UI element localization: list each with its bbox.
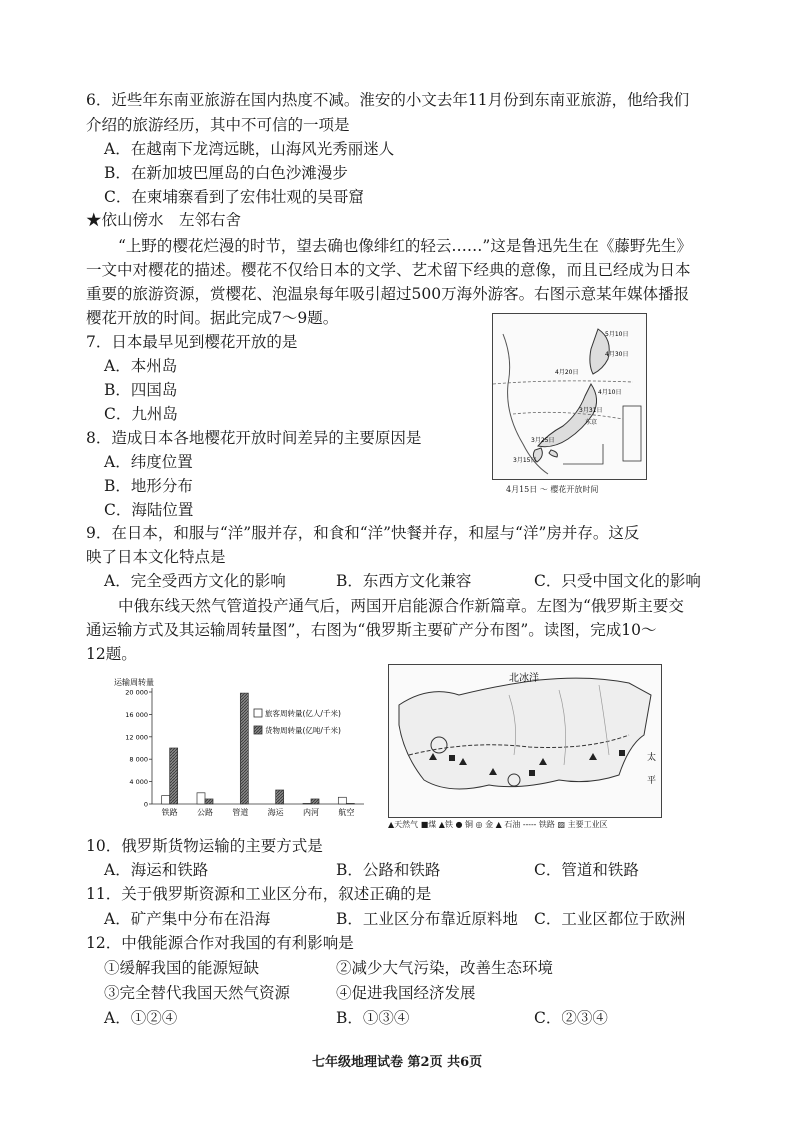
x-tick-label: 航空 — [338, 808, 355, 817]
q12-option-a: A．①②④ — [104, 1009, 178, 1027]
bar-passenger — [303, 803, 311, 804]
section-title: ★依山傍水 左邻右舍 — [86, 211, 242, 229]
q7-option-a: A．本州岛 — [104, 357, 178, 375]
q7-option-c: C．九州岛 — [104, 405, 178, 423]
q8-option-c: C．海陆位置 — [104, 501, 194, 519]
y-tick-label: 20 000 — [125, 688, 148, 697]
q6-option-c: C．在柬埔寨看到了宏伟壮观的吴哥窟 — [104, 188, 364, 206]
isoline-1 — [493, 381, 633, 384]
q11-option-b: B．工业区分布靠近原料地 — [336, 910, 518, 928]
label-may10: 5月10日 — [605, 331, 629, 338]
japan-map-drawing — [493, 314, 646, 479]
intro-line2: 通运输方式及其运输周转量图”，右图为“俄罗斯主要矿产分布图”。读图，完成10～ — [86, 621, 657, 639]
q8-option-b: B．地形分布 — [104, 477, 193, 495]
bar-freight — [346, 803, 354, 804]
q9-option-a: A．完全受西方文化的影响 — [104, 572, 286, 590]
japan-map-caption: 4月15日 ～ 樱花开放时间 — [506, 485, 599, 494]
russia-map-legend: ▲天然气 ■煤 ▲铁 ● 铜 ◎ 金 ▲ 石油 ----- 铁路 ▨ 主要工业区 — [388, 820, 608, 829]
x-tick-label: 铁路 — [161, 808, 178, 817]
section-para-line2: 一文中对樱花的描述。樱花不仅给日本的文学、艺术留下经典的意像，而且已经成为日本 — [86, 261, 691, 279]
bar-freight — [276, 790, 284, 804]
y-tick-label: 8 000 — [129, 755, 148, 764]
legend-passenger: 旅客周转量(亿人/千米) — [265, 709, 341, 718]
russia-minerals-map — [388, 664, 662, 818]
bar-freight — [311, 799, 319, 804]
intro-line3: 12题。 — [86, 645, 137, 663]
russia-map-drawing — [389, 665, 661, 817]
transport-bar-chart — [112, 676, 374, 828]
section-para-line4: 樱花开放的时间。据此完成7～9题。 — [86, 309, 339, 327]
q11-option-a: A．矿产集中分布在沿海 — [104, 910, 271, 928]
q12-statement-1: ①缓解我国的能源短缺 — [104, 959, 260, 977]
q11-option-c: C．工业区都位于欧洲 — [534, 910, 686, 928]
inset-box — [623, 406, 641, 461]
pacific-label-1: 太 — [647, 753, 657, 763]
q6-stem-line1: 6．近些年东南亚旅游在国内热度不减。淮安的小文去年11月份到东南亚旅游，他给我们 — [86, 91, 690, 109]
label-mar15: 3月15日 — [513, 457, 537, 464]
bar-freight — [170, 748, 178, 804]
q10-option-a: A．海运和铁路 — [104, 861, 209, 879]
q6-option-a: A．在越南下龙湾远眺，山海风光秀丽迷人 — [104, 140, 395, 158]
x-tick-label: 管道 — [232, 808, 249, 817]
q9-stem-line1: 9．在日本，和服与“洋”服并存，和食和“洋”快餐并存，和屋与“洋”房并存。这反 — [86, 524, 640, 542]
q7-option-b: B．四国岛 — [104, 381, 178, 399]
bar-passenger — [197, 793, 205, 804]
label-mar31: 3月31日 — [579, 407, 603, 414]
bar-freight — [205, 799, 213, 804]
russia-landmass — [399, 678, 651, 789]
x-tick-label: 海运 — [267, 808, 284, 817]
x-tick-label: 公路 — [197, 808, 213, 817]
q7-stem: 7．日本最早见到樱花开放的是 — [86, 333, 298, 351]
y-tick-label: 16 000 — [125, 710, 148, 719]
label-mar25: 3月25日 — [531, 437, 555, 444]
y-tick-label: 4 000 — [129, 778, 148, 787]
q12-option-c: C．②③④ — [534, 1009, 608, 1027]
q10-option-b: B．公路和铁路 — [336, 861, 441, 879]
shikoku-island — [549, 450, 557, 457]
label-tokyo: 东京 — [585, 419, 598, 426]
q6-stem-line2: 介绍的旅游经历，其中不可信的一项是 — [86, 116, 350, 134]
bar-passenger — [338, 797, 346, 804]
bar-passenger — [162, 796, 170, 804]
q12-statement-4: ④促进我国经济发展 — [336, 984, 476, 1002]
q12-option-b: B．①③④ — [336, 1009, 410, 1027]
legend-swatch-freight — [254, 726, 262, 734]
q9-option-c: C．只受中国文化的影响 — [534, 572, 701, 590]
label-apr10: 4月10日 — [598, 389, 622, 396]
x-tick-label: 内河 — [303, 808, 319, 817]
q9-stem-line2: 映了日本文化特点是 — [86, 548, 226, 566]
frame-line — [563, 444, 603, 464]
q8-stem: 8．造成日本各地樱花开放时间差异的主要原因是 — [86, 429, 422, 447]
y-tick-label: 12 000 — [125, 733, 148, 742]
arctic-ocean-label: 北冰洋 — [509, 673, 539, 684]
q11-stem: 11．关于俄罗斯资源和工业区分布，叙述正确的是 — [86, 885, 432, 903]
pacific-label-2: 平 — [647, 776, 657, 786]
label-apr30: 4月30日 — [605, 351, 629, 358]
q12-statement-2: ②减少大气污染，改善生态环境 — [336, 959, 554, 977]
bar-freight — [240, 693, 248, 804]
legend-freight: 货物周转量(亿吨/千米) — [265, 726, 341, 735]
isoline-2 — [513, 412, 623, 419]
section-para-line1: “上野的樱花烂漫的时节，望去确也像绯红的轻云……”这是鲁迅先生在《藤野先生》 — [118, 237, 692, 255]
chart-title: 运输周转量 — [114, 678, 154, 687]
japan-sakura-map — [492, 313, 647, 480]
q6-option-b: B．在新加坡巴厘岛的白色沙滩漫步 — [104, 164, 348, 182]
q12-stem: 12．中俄能源合作对我国的有利影响是 — [86, 934, 354, 952]
q12-statement-3: ③完全替代我国天然气资源 — [104, 984, 291, 1002]
page-footer: 七年级地理试卷 第2页 共6页 — [312, 1055, 483, 1070]
intro-line1: 中俄东线天然气管道投产通气后，两国开启能源合作新篇章。左图为“俄罗斯主要交 — [118, 597, 684, 615]
legend-swatch-passenger — [254, 709, 262, 717]
q10-stem: 10．俄罗斯货物运输的主要方式是 — [86, 837, 323, 855]
q9-option-b: B．东西方文化兼容 — [336, 572, 472, 590]
label-apr20: 4月20日 — [555, 369, 579, 376]
q10-option-c: C．管道和铁路 — [534, 861, 639, 879]
y-tick-label: 0 — [143, 800, 148, 809]
section-para-line3: 重要的旅游资源，赏樱花、泡温泉每年吸引超过500万海外游客。右图示意某年媒体播报 — [86, 285, 690, 303]
q8-option-a: A．纬度位置 — [104, 453, 193, 471]
